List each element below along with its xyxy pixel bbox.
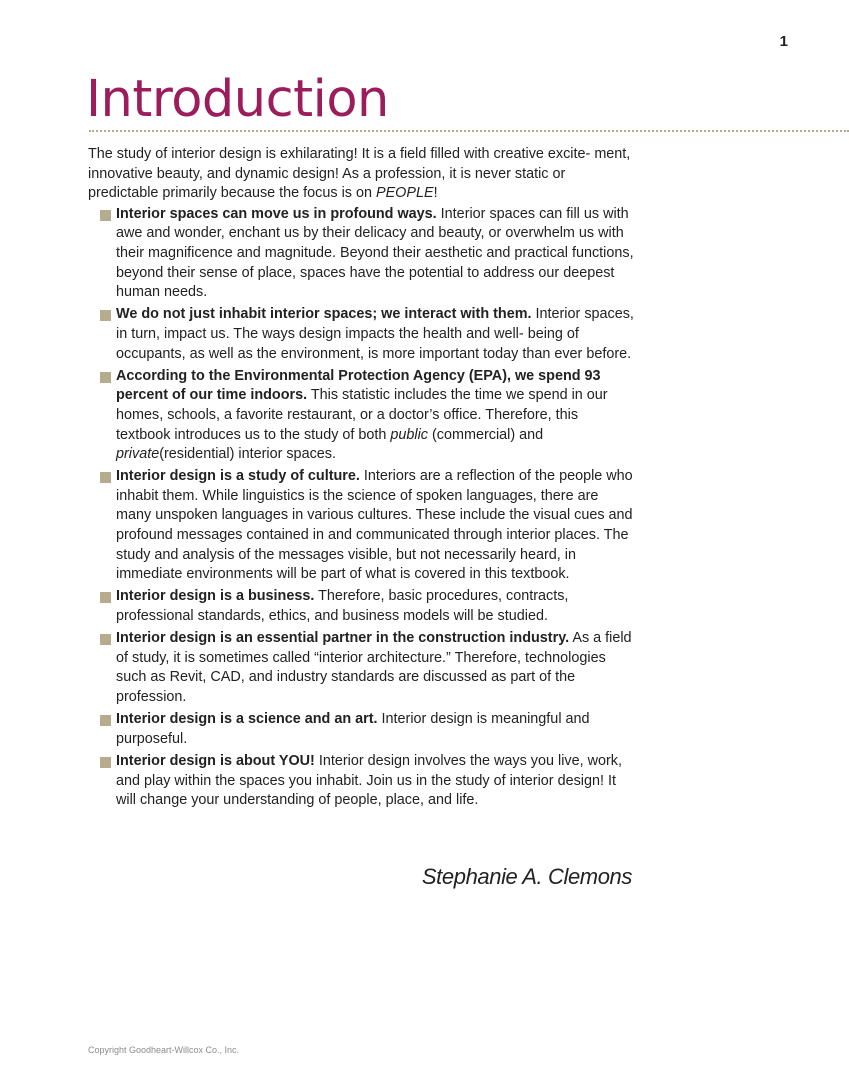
title-dotted-rule bbox=[89, 130, 849, 132]
main-content bbox=[88, 145, 636, 813]
text-segment: design! It will change your understanding of people, place, and life. bbox=[116, 772, 616, 809]
bullet-lead: Interior design is a science and an art. bbox=[116, 711, 378, 728]
text-segment: As a field of study, it is sometimes called “interior architecture.” Therefore, bbox=[116, 630, 632, 666]
intro-paragraph bbox=[88, 145, 636, 204]
square-bullet-icon bbox=[100, 472, 111, 483]
text-segment: Interior spaces can bbox=[436, 205, 563, 222]
text-segment: our homes, schools, a favorite restaurant, or a doctor’s office. Therefore, this bbox=[116, 387, 608, 423]
text-segment: people who inhabit them. While linguistics is the science of spoken bbox=[116, 468, 633, 504]
text-segment: Interiors are a reflection of the bbox=[359, 468, 556, 485]
page-number: 1 bbox=[779, 33, 788, 50]
bullet-lead: Interior design is a business. bbox=[116, 588, 315, 605]
text-segment: aesthetic and practical functions, beyond their sense of place, spaces have bbox=[116, 244, 634, 281]
square-bullet-icon bbox=[100, 592, 111, 603]
text-segment: fill us with awe and wonder, enchant us by their delicacy and beauty, bbox=[116, 205, 629, 242]
text-segment: Interior design involves the ways you live, bbox=[314, 752, 584, 769]
text-segment: being of occupants, as well as the environment, is more important today bbox=[116, 325, 579, 362]
square-bullet-icon bbox=[100, 372, 111, 383]
italic-text: public bbox=[390, 426, 429, 443]
text-segment: (commercial) and bbox=[428, 426, 544, 443]
bullet-item bbox=[88, 205, 636, 303]
bullet-lead: Interior design is a study of culture. bbox=[116, 468, 360, 485]
text-segment: ! bbox=[433, 185, 438, 202]
bullet-list bbox=[88, 205, 636, 811]
text-segment: ment, innovative beauty, and dynamic design! As a profession, it is never static or bbox=[88, 146, 631, 182]
square-bullet-icon bbox=[100, 634, 111, 645]
text-segment: The study of interior design is exhilarating! It is a field filled with creative excite- bbox=[88, 146, 591, 162]
text-segment: predictable primarily because the focus is on bbox=[88, 185, 376, 202]
text-segment: Therefore, basic procedures, contracts, bbox=[314, 588, 569, 605]
bullet-item bbox=[88, 710, 636, 749]
author-signature: Stephanie A. Clemons bbox=[421, 864, 632, 889]
text-segment: purposeful. bbox=[116, 730, 188, 747]
bullet-lead: Interior design is about YOU! bbox=[116, 752, 315, 769]
bullet-item bbox=[88, 587, 636, 626]
text-segment: technologies such as Revit, CAD, and industry standards are discussed as bbox=[116, 649, 606, 686]
text-segment: work, and play within the spaces you inhabit. Join us in the study of interior bbox=[116, 752, 622, 789]
text-segment: Interior design is meaningful and bbox=[377, 711, 590, 728]
text-segment: (residential) interior spaces. bbox=[159, 446, 336, 463]
text-segment: textbook introduces us to the study of both bbox=[116, 426, 391, 443]
text-segment: languages, there are many unspoken languages in various cultures. bbox=[116, 487, 599, 524]
text-segment: professional standards, ethics, and business models will be studied. bbox=[116, 608, 548, 625]
bullet-item bbox=[88, 367, 636, 465]
square-bullet-icon bbox=[100, 757, 111, 768]
text-segment: This statistic includes the time we spend in bbox=[307, 387, 583, 404]
text-segment: communicated through interior places. The study and analysis of the bbox=[116, 527, 629, 563]
bullet-lead: According to the Environmental Protection Agency (EPA), we spend 93 percent of our time indoors. bbox=[116, 367, 601, 404]
italic-text: private bbox=[116, 446, 160, 463]
page-title: Introduction bbox=[86, 70, 389, 129]
text-segment: or overwhelm us with their magnificence and magnitude. Beyond their bbox=[116, 225, 624, 261]
text-segment: the potential to address our deepest human needs. bbox=[116, 264, 615, 301]
bullet-item bbox=[88, 305, 636, 364]
square-bullet-icon bbox=[100, 310, 111, 321]
text-segment: These include the visual cues and profound messages contained in and bbox=[116, 507, 633, 544]
text-segment: than ever before. bbox=[522, 345, 632, 362]
bullet-item bbox=[88, 752, 636, 811]
text-segment: part of the profession. bbox=[116, 669, 576, 705]
bullet-item bbox=[88, 629, 636, 707]
text-segment: Interior bbox=[531, 306, 581, 323]
text-segment: spaces, in turn, impact us. The ways design impacts the health and well- bbox=[116, 306, 634, 342]
bullet-lead: Interior design is an essential partner in the construction industry. bbox=[116, 630, 570, 647]
bullet-lead: Interior spaces can move us in profound ways. bbox=[116, 205, 437, 222]
text-segment: messages visible, but not necessarily heard, in immediate environments will bbox=[116, 546, 576, 583]
square-bullet-icon bbox=[100, 210, 111, 221]
square-bullet-icon bbox=[100, 715, 111, 726]
bullet-item bbox=[88, 467, 636, 585]
italic-text: PEOPLE bbox=[375, 185, 434, 202]
bullet-lead: We do not just inhabit interior spaces; we interact with them. bbox=[116, 306, 532, 323]
copyright-notice: Copyright Goodheart-Willcox Co., Inc. bbox=[88, 1045, 240, 1055]
text-segment: be part of what is covered in this textbook. bbox=[300, 566, 570, 583]
